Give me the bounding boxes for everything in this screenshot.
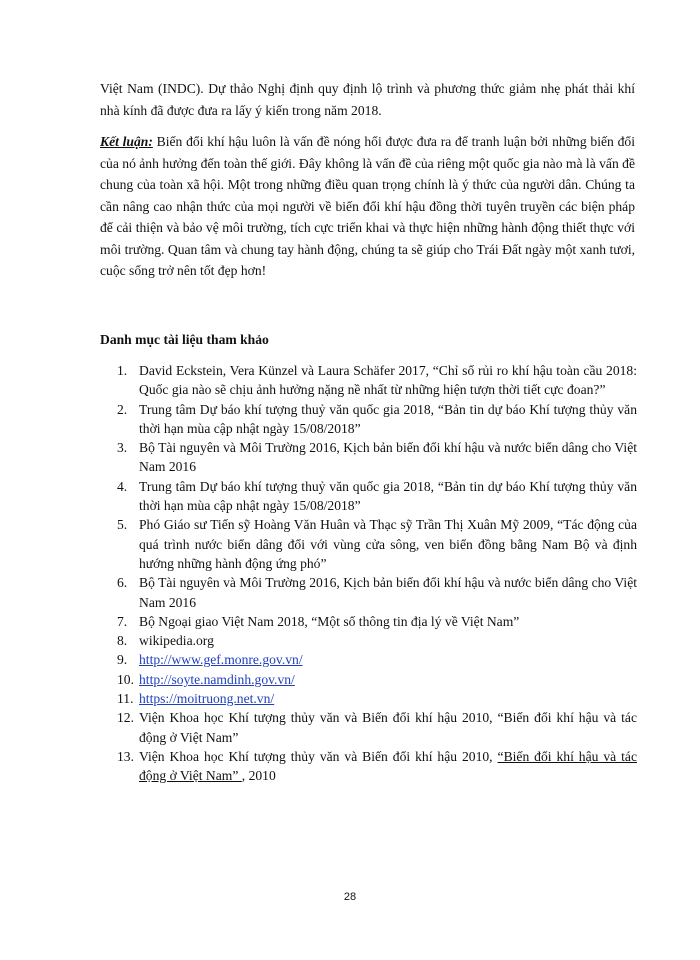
reference-link[interactable]: http://www.gef.monre.gov.vn/ (139, 652, 303, 668)
reference-item: 6. Bộ Tài nguyên và Môi Trường 2016, Kịch bản biến đổi khí hậu và nước biển dâng cho Việt Nam 2016 (117, 575, 637, 610)
reference-item: 13. Viện Khoa học Khí tượng thủy văn và Biến đổi khí hậu 2010, “Biến đổi khí hậu và tác động ở Việt Nam” , 2010 (117, 748, 637, 784)
reference-item: 10. http://soyte.namdinh.gov.vn/ (117, 671, 295, 687)
page-number: 28 (343, 891, 357, 903)
intro-paragraph: Việt Nam (INDC). Dự thảo Nghị định quy định lộ trình và phương thức giảm nhẹ phát thải khí nhà kính đã được đưa ra lấy ý kiến trong năm 2018. (100, 81, 635, 118)
reference-link[interactable]: https://moitruong.net.vn/ (139, 691, 275, 707)
conclusion-paragraph (100, 131, 635, 282)
references-list (117, 361, 637, 786)
references-heading: Danh mục tài liệu tham khảo (100, 332, 269, 347)
reference-item: 12. Viện Khoa học Khí tượng thủy văn và Biến đổi khí hậu 2010, “Biến đổi khí hậu và tác động ở Việt Nam” (117, 710, 637, 745)
reference-item: 9. http://www.gef.monre.gov.vn/ (117, 652, 303, 668)
reference-item: 5. Phó Giáo sư Tiến sỹ Hoàng Văn Huân và Thạc sỹ Trần Thị Xuân Mỹ 2009, “Tác động của quá trình nước biển dâng đối với vùng cửa sông, ven biển đồng bằng Nam Bộ và định hướng những hành động ứng phó” (117, 517, 637, 571)
reference-item: 4. Trung tâm Dự báo khí tượng thuỷ văn quốc gia 2018, “Bản tin dự báo Khí tượng thủy văn thời hạn mùa cập nhật ngày 15/08/2018” (117, 478, 637, 514)
reference-item: 3. Bộ Tài nguyên và Môi Trường 2016, Kịch bản biến đổi khí hậu và nước biển dâng cho Việt Nam 2016 (117, 440, 637, 475)
reference-item: 8. wikipedia.org (117, 633, 214, 649)
reference-item: 1. David Eckstein, Vera Künzel và Laura Schäfer 2017, “Chỉ số rủi ro khí hậu toàn cầu 2018: Quốc gia nào sẽ chịu ảnh hưởng nặng nề nhất từ những hiện tượn thời tiết cực đoan?” (117, 363, 637, 398)
reference-item: 11. https://moitruong.net.vn/ (117, 691, 275, 707)
conclusion-text: Biến đổi khí hậu luôn là vấn đề nóng hổi được đưa ra để tranh luận bởi những biến đổi của nó ảnh hưởng đến toàn thế giới. Đây không là vấn đề của riêng một quốc gia nào mà là vấn đề chung của toàn xã hội. Một trong những điều quan trọng chính là ý thức của người dân. Chúng ta cần nâng cao nhận thức của mọi người về biến đổi khí hậu đồng thời tuyên truyền các biện pháp để cải thiện và bảo vệ môi trường, tích cực triển khai và thực hiện những hành động thiết thực với môi trường. Quan tâm và chung tay hành động, chúng ta sẽ giúp cho Trái Đất ngày một xanh tươi, cuộc sống trở nên tốt đẹp hơn! (100, 134, 635, 278)
reference-underlined-title: “Biến đổi khí hậu và tác động ở Việt Nam” (139, 748, 637, 784)
reference-link[interactable]: http://soyte.namdinh.gov.vn/ (139, 671, 295, 687)
reference-item: 7. Bộ Ngoại giao Việt Nam 2018, “Một số thông tin địa lý về Việt Nam” (117, 613, 520, 629)
conclusion-label: Kết luận: (100, 134, 153, 149)
reference-item: 2. Trung tâm Dự báo khí tượng thuỷ văn quốc gia 2018, “Bản tin dự báo Khí tượng thủy văn thời hạn mùa cập nhật ngày 15/08/2018” (117, 401, 637, 436)
